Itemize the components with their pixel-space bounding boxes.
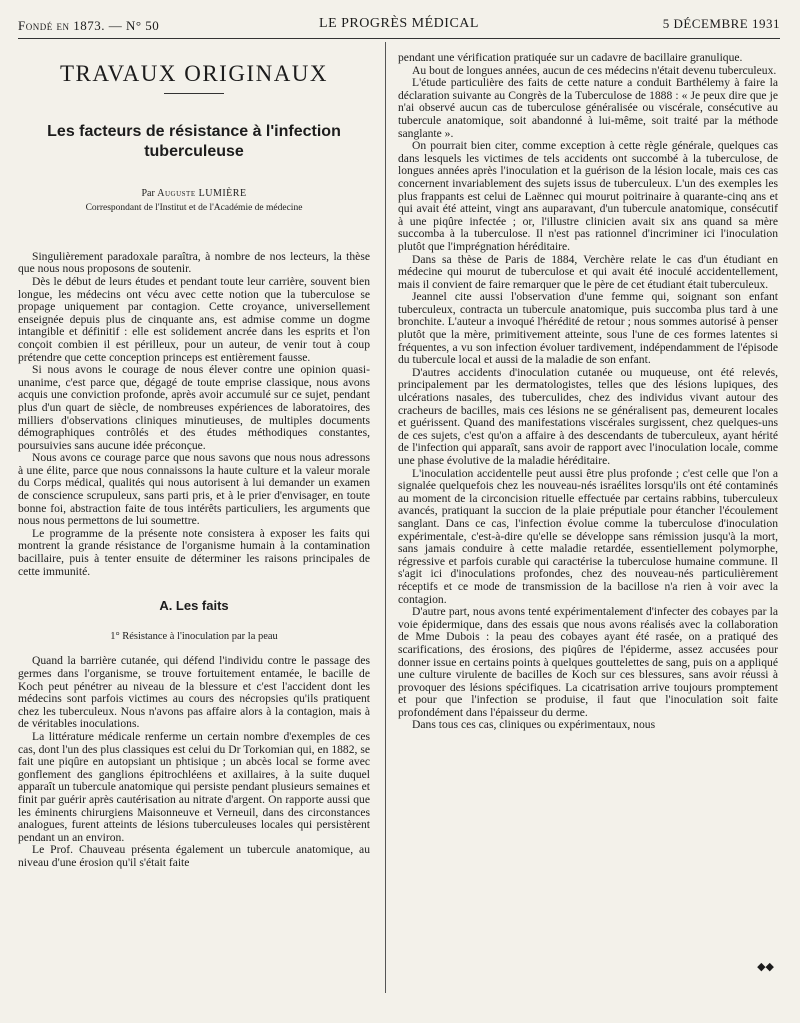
header-rule [18, 38, 780, 39]
paragraph: Dans sa thèse de Paris de 1884, Verchère relate le cas d'un étudiant en médecine qui mourut de tuberculose et qui avait été inoculé accidentellement, mais il convient de faire remarquer que le père de cet étudiant était tuberculeux. [398, 252, 778, 291]
paragraph: D'autre part, nous avons tenté expérimentalement d'infecter des cobayes par la voie épidermique, dans des essais que nous avons réalisés avec la collaboration de Mme Dubois : la peau des cobayes ayant été rasée, on a pratiqué des scarifications, des érosions, des piqûres de l'épiderme, assez accusées pour donner issue en certains points à quelques gouttelettes de sang, puis on a appliqué une culture virulente de bacilles de Koch sur ces blessures, sans avoir réussi à provoquer des lésions spécifiques. La cicatrisation arrive toujours promptement et pour que l'infection se produise, il faut que l'inoculation soit faite profondément dans l'épaisseur du derme. [398, 605, 778, 719]
right-column [398, 52, 778, 732]
end-ornament: ◆◆ [757, 961, 774, 973]
paragraph: Jeannel cite aussi l'observation d'une femme qui, soignant son enfant tuberculeux, contracta un tubercule anatomique, puis succomba plus tard à une bronchite. L'auteur a invoqué l'hérédité de retour ; nous sommes autorisé à penser plutôt que la mère, primitivement atteinte, sous l'une de ces formes latentes si fréquentes, a vu son infection évoluer tardivement, indépendamment de l'épisode du tubercule local et aussi de la maladie de son enfant. [398, 290, 778, 367]
paragraph: Le programme de la présente note consistera à exposer les faits qui montrent la grande résistance de l'organisme humain à la contamination bacillaire, puis à tenter ensuite de déterminer les raisons principales de cette immunité. [18, 526, 370, 578]
founded-issue: Fondé en 1873. — N° 50 [18, 18, 160, 33]
paragraph: La littérature médicale renferme un certain nombre d'exemples de ces cas, dont l'un des plus classiques est celui du Dr Torkomian qui, en 1882, se fait une piqûre en autopsiant un phtisique ; un abcès local se forme avec gonflement des ganglions épitrochléens et axillaires, à la suite duquel apparaît un tubercule anatomique qui persiste pendant plusieurs semaines et finit par guérir après cautérisation au nitrate d'argent. On rapporte aussi que les éminents chirurgiens Maisonneuve et Verneuil, dans des circonstances analogues, furent atteints de lésions tuberculeuses locales qui persistèrent pendant un an environ. [18, 729, 370, 844]
page-header [18, 14, 780, 36]
paragraph: L'inoculation accidentelle peut aussi être plus profonde ; c'est celle que l'on a signalée quelquefois chez les nouveau-nés israélites lorsqu'ils ont été contaminés au moment de la circoncision rituelle effectuée par certains rabbins, tuberculeux avancés, pratiquant la succion de la plaie préputiale pour étancher l'écoulement sanglant. Dans ce cas, l'infection évolue comme la tuberculose d'inoculation expérimentale, c'est-à-dire qu'elle se développe sans rémission jusqu'à la mort, sans jamais conduire à cette maladie retardée, essentiellement polymorphe, régressive et parfois curable qui caractérise la tuberculose humaine commune. Il s'agit ici d'inoculations profondes, chez des nouveau-nés particulièrement réceptifs et ce mode de transmission de la bacillose n'a rien à voir avec la contagion. [398, 466, 778, 606]
paragraph: Nous avons ce courage parce que nous savons que nous nous adressons à une élite, parce que nous connaissons la haute culture et la valeur morale du Corps médical, qualités qui nous autorisent à lui demander un examen de conscience scrupuleux, sans parti pris, et à le prier d'envisager, en toute bonne foi, abstraction faite de tous intérêts particuliers, les arguments que nous nous permettons de lui soumettre. [18, 451, 370, 528]
subheading: A. Les faits [159, 598, 229, 614]
section-title: TRAVAUX ORIGINAUX [59, 61, 329, 86]
title-rule [164, 93, 224, 94]
author-line [18, 188, 370, 201]
journal-title: LE PROGRÈS MÉDICAL [319, 16, 479, 31]
author-prefix: Par [141, 187, 155, 199]
paragraph: pendant une vérification pratiquée sur un cadavre de bacillaire granulique. [398, 51, 743, 64]
paragraph: Dès le début de leurs études et pendant toute leur carrière, souvent bien longue, les médecins ont vécu avec cette notion que la tuberculose se propage uniquement par contagion. Cette croyance, universellement enseignée depuis plus de cinquante ans, est admise comme un dogme intangible et définitif : elle est solidement ancrée dans les esprits et l'on conçoit combien il est périlleux, pour un auteur, de venir tout à coup prétendre que cette conception princeps est entièrement fausse. [18, 274, 370, 364]
paragraph: Au bout de longues années, aucun de ces médecins n'était devenu tuberculeux. [412, 63, 777, 77]
paragraph: Dans tous ces cas, cliniques ou expérimentaux, nous [412, 718, 656, 732]
paragraph: D'autres accidents d'inoculation cutanée ou muqueuse, ont été relevés, principalement par les dermatologistes, telles que des lésions lupiques, des ulcérations nasales, des tuberculides, chez des individus vivant autour des cracheurs de bacilles, mais ces lésions ne se généralisent pas, demeurent locales et guérissent. Quand des manifestations viscérales surgissent, chez quelques-uns de ces sujets, c'est qu'on a affaire à des descendants de tuberculeux, ayant hérité de l'infection qui apparaît, sans avoir de rapport avec l'inoculation locale, comme une phase évolutive de la maladie héréditaire. [398, 365, 778, 467]
paragraph: Singulièrement paradoxale paraîtra, à nombre de nos lecteurs, la thèse que nous nous proposons de soutenir. [18, 249, 370, 276]
paragraph: Quand la barrière cutanée, qui défend l'individu contre le passage des germes dans l'organisme, se trouve fortuitement entamée, le bacille de Koch peut pénétrer au niveau de la blessure et c'est l'accident dont les médecins sont parfois victimes au cours des nécropsies qu'ils pratiquent chez les tuberculeux. Nous n'avons pas affaire alors à la contagion, mais à de véritables inoculations. [18, 654, 370, 731]
author-name: Auguste LUMIÈRE [157, 187, 247, 199]
column-divider [385, 42, 386, 993]
article-title: Les facteurs de résistance à l'infection tuberculeuse [47, 122, 341, 160]
paragraph: L'étude particulière des faits de cette nature a conduit Barthélemy à faire la déclaration suivante au Congrès de la Tuberculose de 1888 : « Je peux dire que je n'ai observé aucun cas de tuberculose généralisée ou viscérale, consécutive au tubercule anatomique, soit abandonné à lui-même, soit traité par la méthode sanglante ». [398, 76, 778, 140]
paragraph: On pourrait bien citer, comme exception à cette règle générale, quelques cas dans lesquels les victimes de tels accidents ont succombé à la tuberculose, de longues années après l'inoculation et la guérison de la lésion locale, mais ces cas concernent invariablement des sujets issus de tuberculeux. L'un des exemples les plus frappants est celui de Laënnec qui mourut poitrinaire à quarante-cinq ans et qui avait été atteint, vingt ans auparavant, d'un tubercule anatomique, consécutif à une piqûre infectée ; or, l'illustre clinicien avait six ans quand sa mère succomba à la tuberculose. Il n'est pas rationnel d'incriminer ici l'inoculation plutôt que l'imprégnation héréditaire. [398, 139, 778, 253]
issue-date: 5 DÉCEMBRE 1931 [662, 16, 780, 31]
subsubheading: 1° Résistance à l'inoculation par la peau [110, 630, 278, 642]
left-column [18, 42, 370, 870]
author-affiliation: Correspondant de l'Institut et de l'Académie de médecine [85, 203, 303, 214]
paragraph: Le Prof. Chauveau présenta également un tubercule anatomique, au niveau d'une érosion qu'il s'était faite [18, 843, 370, 869]
paragraph: Si nous avons le courage de nous élever contre une opinion quasi-unanime, c'est parce que, dégagé de toute emprise classique, nous avons acquis une conviction profonde, après avoir accumulé sur ce sujet, pendant plus d'un quart de siècle, de nombreuses expériences de laboratoires, des milliers d'observations cliniques minutieuses, de multiples documents démographiques contrôlés et des études méthodiques constantes, poursuivies sans aucune idée préconçue. [18, 363, 370, 452]
